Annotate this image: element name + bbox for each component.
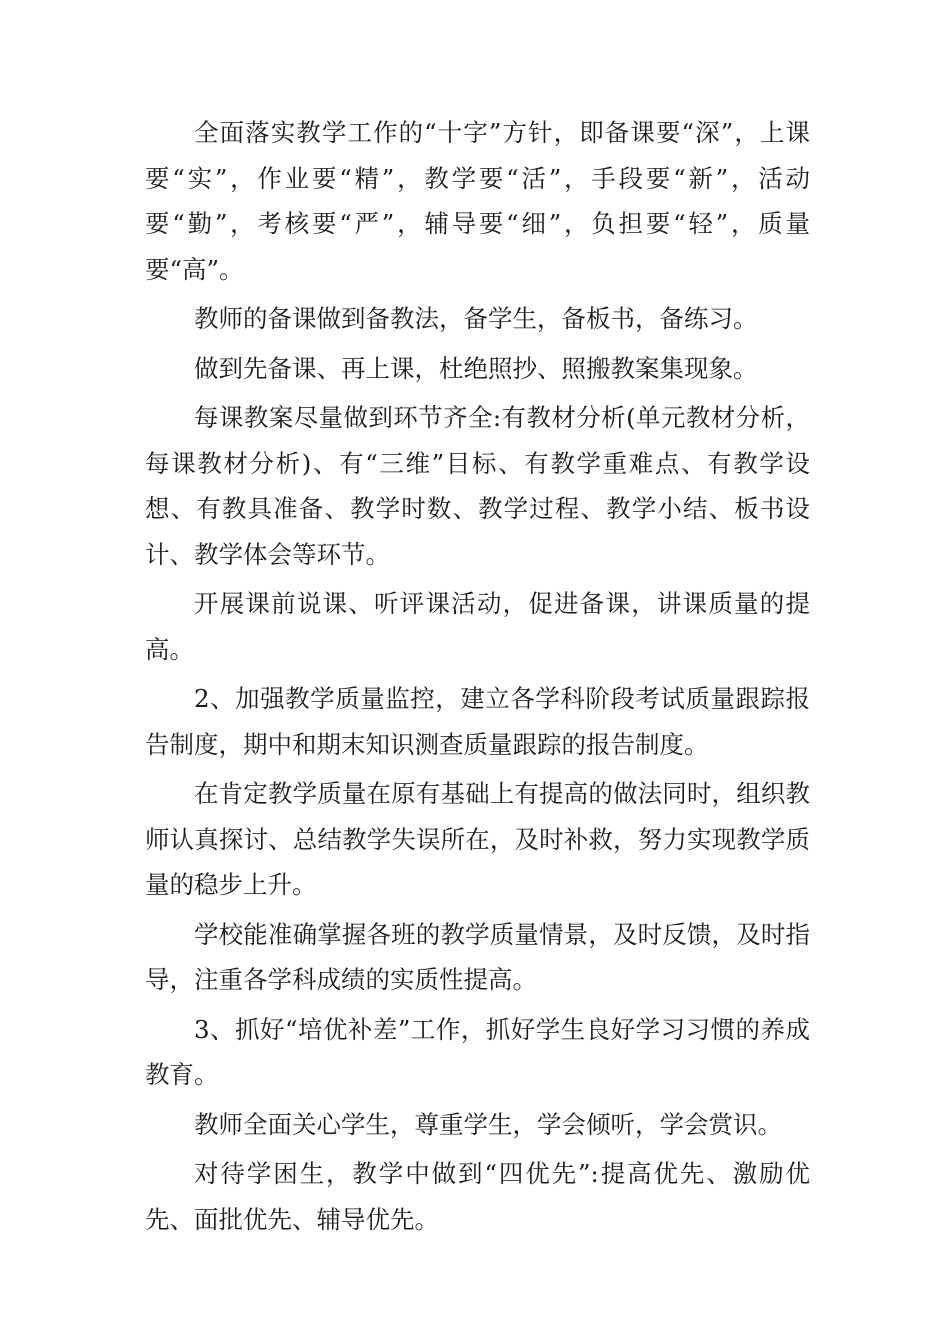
paragraph: 对待学困生，教学中做到“四优先”:提高优先、激励优先、面批优先、辅导优先。 [145, 1159, 810, 1234]
paragraph: 3、抓好“培优补差”工作，抓好学生良好学习习惯的养成教育。 [145, 1014, 810, 1089]
paragraph: 教师的备课做到备教法，备学生，备板书，备练习。 [194, 304, 758, 333]
paragraph: 每课教案尽量做到环节齐全:有教材分析(单元教材分析，每课教材分析)、有“三维”目标、有教学重难点、有教学设想、有教具准备、教学时数、教学过程、教学小结、板书设计、教学体会等环节。 [145, 403, 810, 569]
paragraph: 全面落实教学工作的“十字”方针，即备课要“深”，上课要“实”，作业要“精”，教学要“活”，手段要“新”，活动要“勤”，考核要“严”，辅导要“细”，负担要“轻”，质量要“高”。 [145, 118, 810, 284]
paragraph: 教师全面关心学生，尊重学生，学会倾听，学会赏识。 [194, 1109, 782, 1139]
paragraph: 学校能准确掌握各班的教学质量情景，及时反馈，及时指导，注重各学科成绩的实质性提高。 [145, 919, 810, 994]
document-body [145, 110, 810, 1246]
paragraph: 在肯定教学质量在原有基础上有提高的做法同时，组织教师认真探讨、总结教学失误所在，及时补救，努力实现教学质量的稳步上升。 [145, 779, 810, 899]
paragraph: 2、加强教学质量监控，建立各学科阶段考试质量跟踪报告制度，期中和期末知识测查质量跟踪的报告制度。 [145, 684, 810, 759]
paragraph: 开展课前说课、听评课活动，促进备课，讲课质量的提高。 [145, 589, 810, 664]
paragraph: 做到先备课、再上课，杜绝照抄、照搬教案集现象。 [194, 353, 758, 383]
